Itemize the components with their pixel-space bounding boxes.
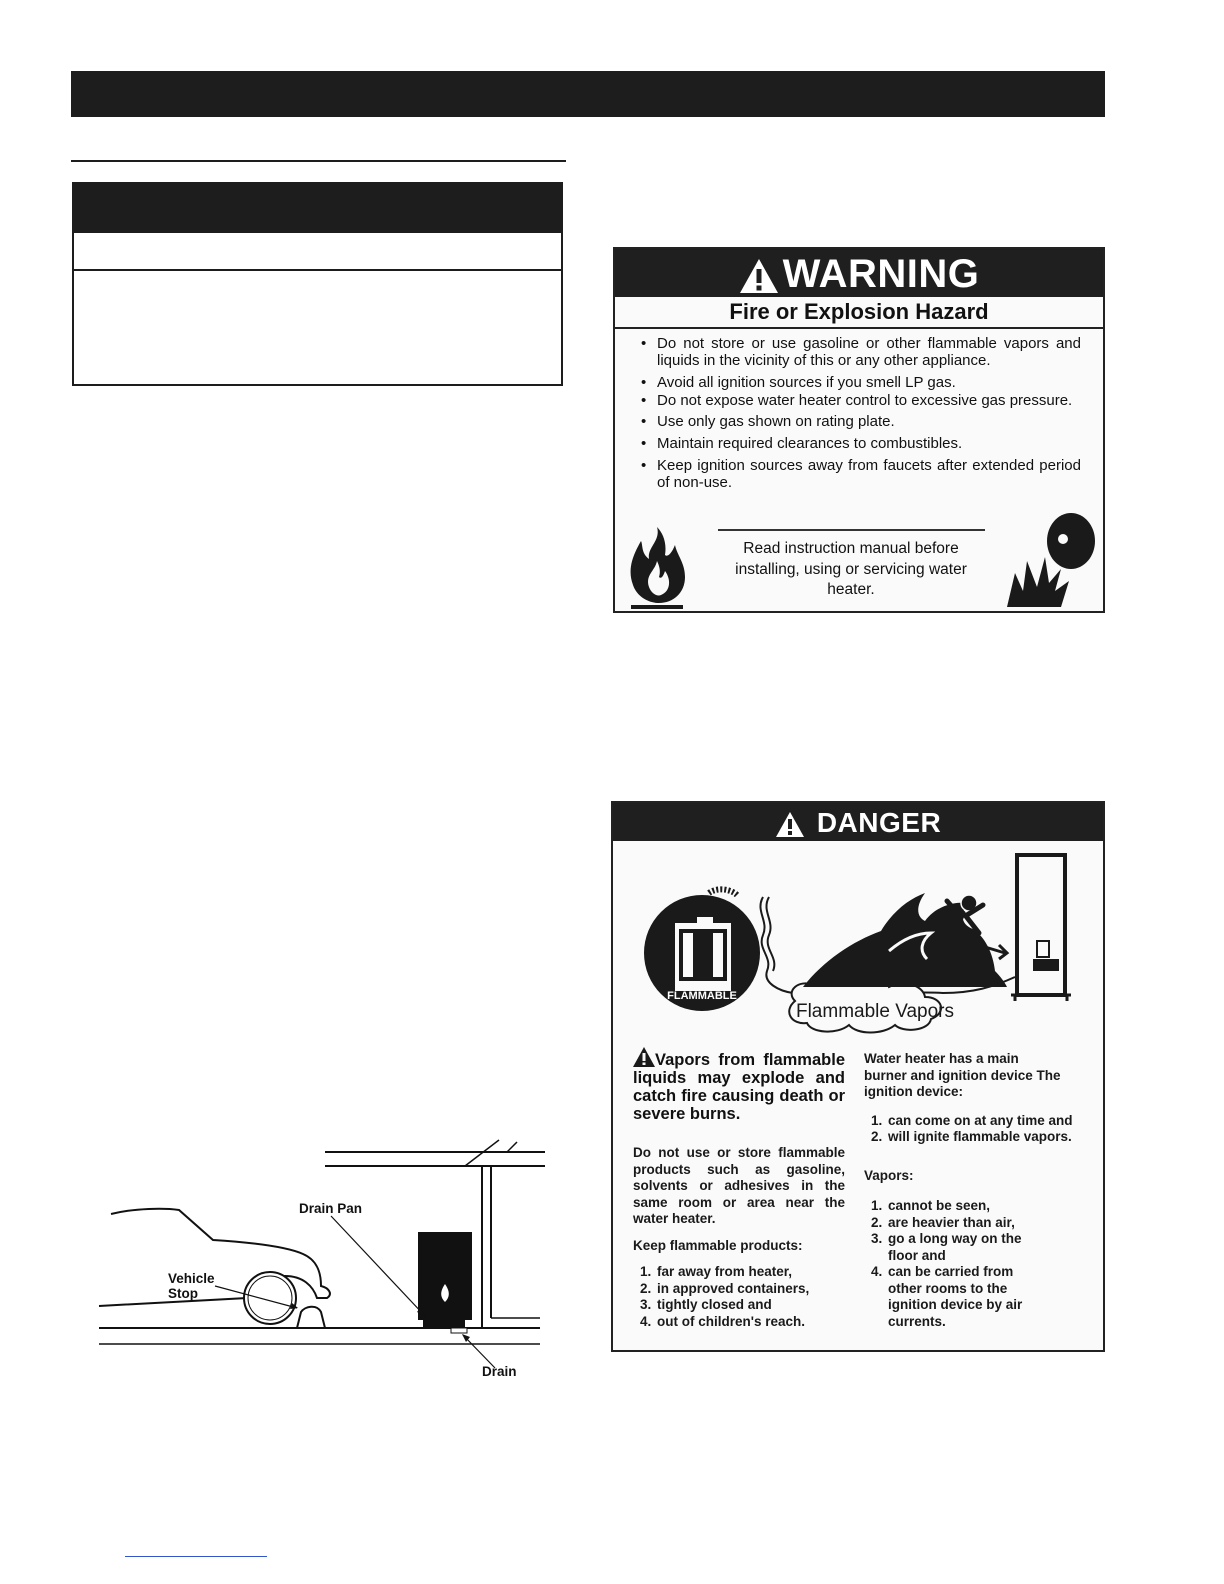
danger-header	[613, 803, 1103, 841]
keep-item: 1. far away from heater,	[655, 1264, 845, 1281]
section-rule	[71, 160, 566, 162]
keep-item: 2. in approved containers,	[655, 1281, 845, 1298]
notice-box-row	[74, 233, 561, 271]
footer-link-underline[interactable]	[125, 1556, 267, 1557]
vapors-list	[864, 1198, 1086, 1330]
vapor-item: 4. can be carried from other rooms to the ignition device by air currents.	[886, 1264, 1048, 1330]
drain-icon	[451, 1328, 467, 1333]
vehicle-stop-label	[168, 1271, 215, 1301]
flammable-can-icon	[644, 889, 760, 1011]
drain-pan-label: Drain Pan	[299, 1201, 363, 1216]
warning-item: • Do not store or use gasoline or other flammable vapors and liquids in the vicinity of this or any other appliance.	[657, 335, 1081, 369]
ignition-intro: Water heater has a main burner and ignition device The ignition device:	[864, 1051, 1061, 1099]
danger-illustration	[613, 841, 1103, 1041]
drain-label: Drain	[482, 1364, 517, 1379]
explosion-icon	[1005, 511, 1103, 611]
garage-water-heater-icon	[418, 1232, 472, 1320]
warning-subtitle: Fire or Explosion Hazard	[615, 297, 1103, 329]
danger-left-paragraph: Do not use or store flammable products such as gasoline, solvents or adhesives in the same room or area near the water heater.	[633, 1145, 845, 1226]
warning-read-manual: Read instruction manual before installing, using or servicing water heater.	[735, 540, 967, 598]
vehicle-stop-icon	[297, 1307, 325, 1328]
danger-left-column	[633, 1047, 845, 1330]
warning-item: • Avoid all ignition sources if you smell LP gas.	[657, 374, 1081, 391]
danger-headline	[633, 1047, 845, 1123]
keep-heading: Keep flammable products:	[633, 1237, 803, 1253]
vehicle-stop-label-line2: Stop	[168, 1286, 198, 1301]
fire-icon	[627, 525, 689, 611]
notice-box	[72, 182, 563, 386]
danger-headline-text: Vapors from flammable liquids may explode and catch fire causing death or severe burns.	[633, 1051, 845, 1123]
vapor-item: 3. go a long way on the floor and	[886, 1231, 1048, 1264]
garage-diagram	[95, 1136, 545, 1386]
keep-item: 4. out of children's reach.	[655, 1314, 845, 1331]
ignition-item: 1. can come on at any time and	[886, 1113, 1094, 1130]
warning-item: • Keep ignition sources away from faucets after extended period of non-use.	[657, 457, 1081, 491]
ignition-item: 2. will ignite flammable vapors.	[886, 1129, 1094, 1146]
warning-title: WARNING	[782, 252, 980, 296]
warning-triangle-icon	[775, 811, 805, 838]
keep-item: 3. tightly closed and	[655, 1297, 845, 1314]
section-header-bar	[71, 71, 1105, 117]
vehicle-stop-label-line1: Vehicle	[168, 1271, 215, 1286]
can-label: FLAMMABLE	[667, 990, 737, 1002]
keep-list	[633, 1264, 845, 1330]
danger-title: DANGER	[816, 807, 942, 838]
warning-item: • Do not expose water heater control to excessive gas pressure.	[657, 393, 1081, 408]
danger-right-column	[864, 1051, 1094, 1330]
danger-label	[611, 801, 1105, 1352]
warning-header	[615, 249, 1103, 297]
cloud-label: Flammable Vapors	[795, 1001, 955, 1022]
warning-label	[613, 247, 1105, 613]
vapors-heading: Vapors:	[864, 1167, 914, 1183]
warning-list	[615, 335, 1103, 491]
drain-pan-icon	[423, 1318, 465, 1328]
notice-box-header	[74, 184, 561, 233]
ignition-list	[864, 1113, 1094, 1146]
warning-triangle-icon	[739, 258, 779, 294]
warning-item: • Use only gas shown on rating plate.	[657, 413, 1081, 430]
vapor-item: 1. cannot be seen,	[886, 1198, 1086, 1215]
small-warning-triangle-icon	[633, 1047, 655, 1067]
water-heater-icon	[1011, 855, 1071, 1001]
warning-divider	[718, 529, 985, 531]
warning-item: • Maintain required clearances to combustibles.	[657, 435, 1081, 452]
garage-drawing	[95, 1136, 545, 1386]
vapor-item: 2. are heavier than air,	[886, 1215, 1086, 1232]
